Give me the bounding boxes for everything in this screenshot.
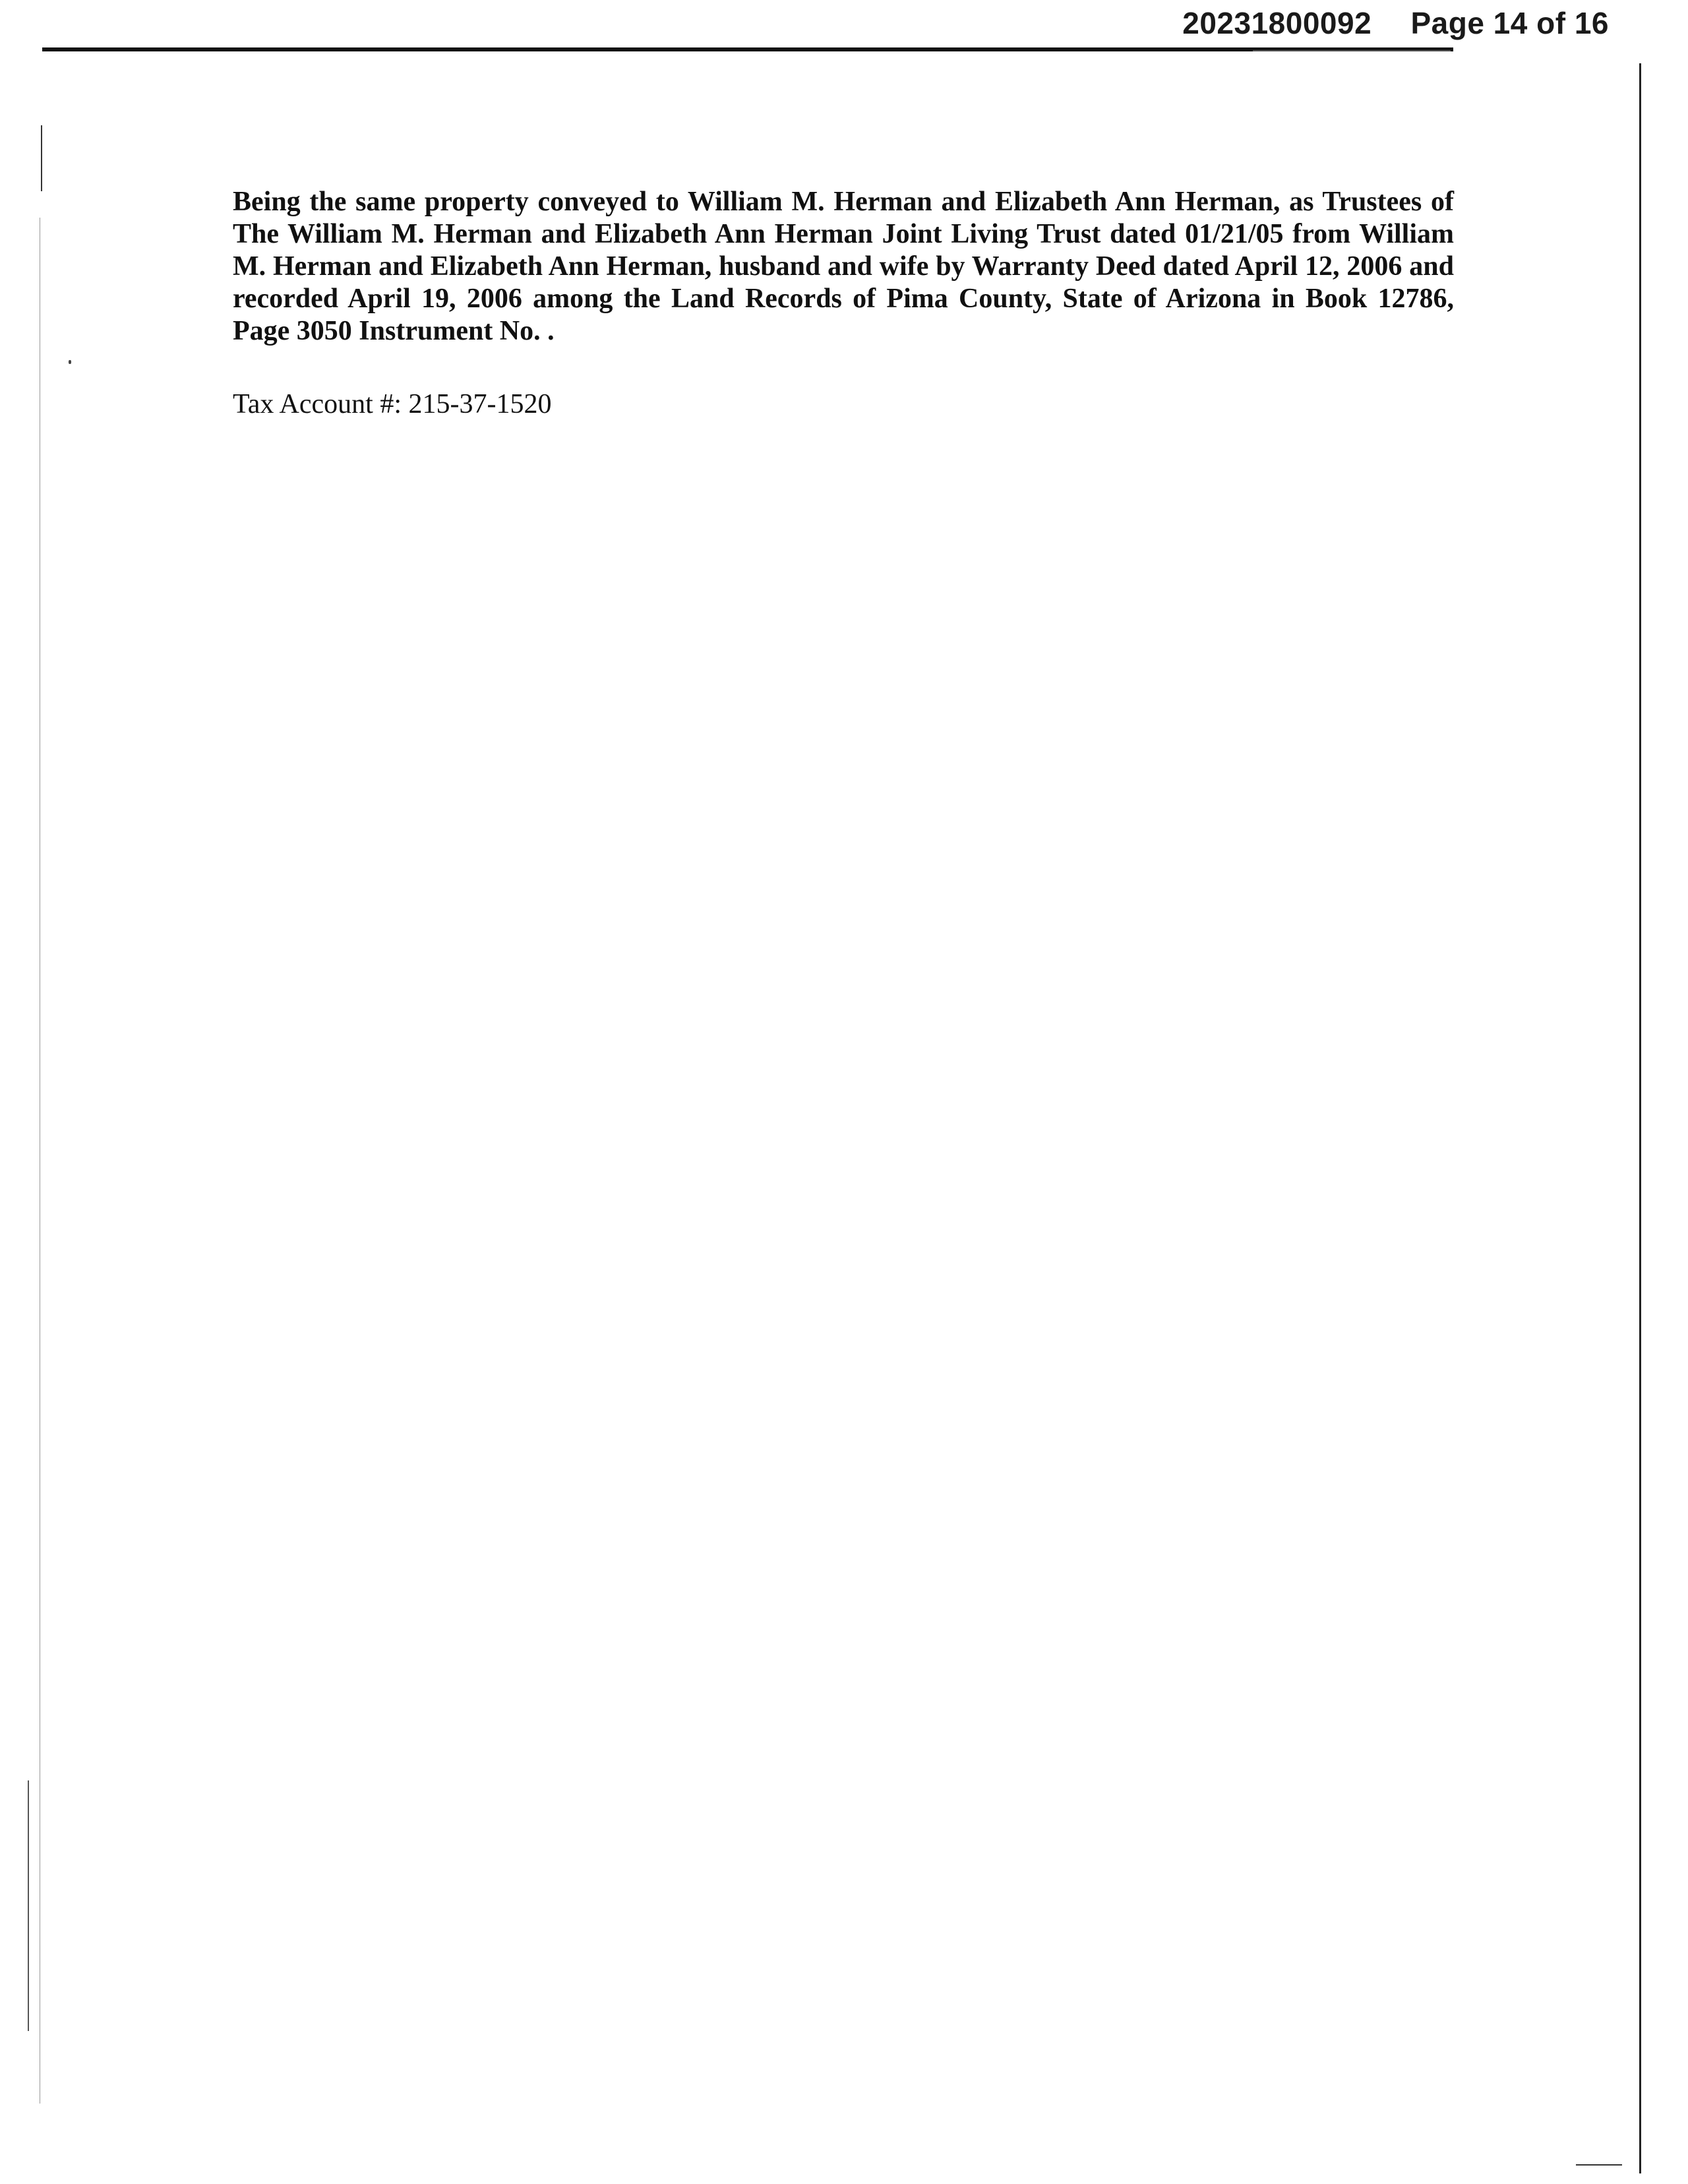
header-rule xyxy=(42,47,1453,51)
header-rule-thin xyxy=(1253,50,1451,51)
scan-edge-left-lower xyxy=(28,1780,29,2031)
legal-description-paragraph: Being the same property conveyed to William M. Herman and Elizabeth Ann Herman, as Trustees of The William M. Herman and Elizabeth Ann Herman Joint Living Trust dated 01/21/05 from William M. Herman and Elizabeth Ann Herman, husband and wife by Warranty Deed dated April 12, 2006 and recorded April 19, 2006 among the Land Records of Pima County, State of Arizona in Book 12786, Page 3050 Instrument No. . xyxy=(233,187,1454,346)
scan-speck xyxy=(69,360,71,364)
page-header xyxy=(1182,5,1609,41)
tax-account-label: Tax Account #: xyxy=(233,389,402,419)
scan-edge-right xyxy=(1639,63,1641,2173)
page-number-label: Page 14 of 16 xyxy=(1410,6,1609,40)
document-number: 20231800092 xyxy=(1182,6,1372,40)
scan-corner-bottom xyxy=(1576,2164,1622,2166)
scan-edge-left xyxy=(41,125,42,191)
tax-account-number: 215-37-1520 xyxy=(408,389,552,419)
tax-account-line xyxy=(233,388,1454,421)
document-body xyxy=(233,186,1454,421)
